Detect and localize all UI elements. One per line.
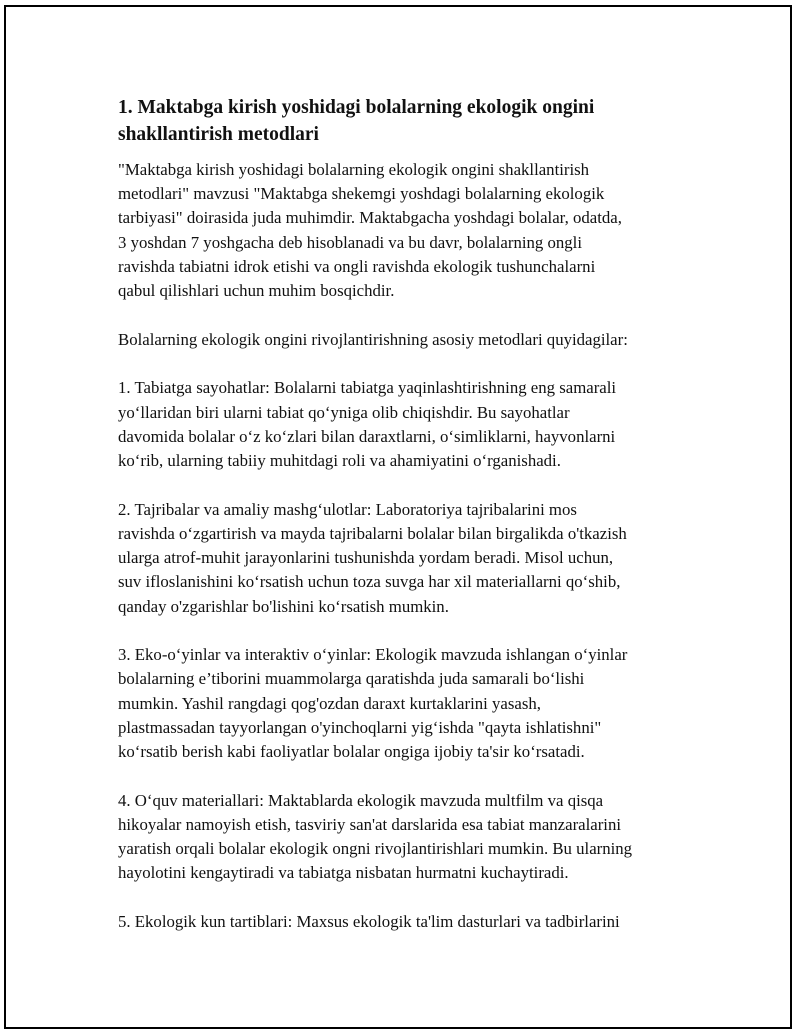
text-line: mumkin. Yashil rangdagi qog'ozdan daraxt kurtaklarini yasash,	[118, 693, 541, 713]
text-line: ravishda o‘zgartirish va mayda tajribalarni bolalar bilan birgalikda o'tkazish	[118, 523, 627, 543]
text-line: 5. Ekologik kun tartiblari: Maxsus ekologik ta'lim dasturlari va tadbirlarini	[118, 912, 620, 932]
text-line: 2. Tajribalar va amaliy mashg‘ulotlar: Laboratoriya tajribalarini mos	[118, 499, 577, 519]
paragraph-method-5	[118, 910, 688, 934]
text-line: suv ifloslanishini ko‘rsatish uchun toza suvga har xil materiallarni qo‘shib,	[118, 572, 621, 592]
text-line: qanday o'zgarishlar bo'lishini ko‘rsatish mumkin.	[118, 596, 449, 616]
text-line: 3. Eko-o‘yinlar va interaktiv o‘yinlar: Ekologik mavzuda ishlangan o‘yinlar	[118, 645, 628, 665]
text-line: 4. O‘quv materiallari: Maktablarda ekologik mavzuda multfilm va qisqa	[118, 790, 604, 810]
text-line: qabul qilishlari uchun muhim bosqichdir.	[118, 281, 395, 301]
paragraph-intro	[118, 158, 688, 303]
text-line: 3 yoshdan 7 yoshgacha deb hisoblanadi va bu davr, bolalarning ongli	[118, 232, 582, 252]
text-line: ko‘rsatib berish kabi faoliyatlar bolalar ongiga ijobiy ta'sir ko‘rsatadi.	[118, 742, 585, 762]
text-line: Bolalarning ekologik ongini rivojlantirishning asosiy metodlari quyidagilar:	[118, 329, 628, 349]
title-line: shakllantirish metodlari	[118, 124, 319, 145]
text-line: tarbiyasi" doirasida juda muhimdir. Maktabgacha yoshdagi bolalar, odatda,	[118, 208, 622, 228]
text-line: ravishda tabiatni idrok etishi va ongli ravishda ekologik tushunchalarni	[118, 256, 596, 276]
text-line: 1. Tabiatga sayohatlar: Bolalarni tabiatga yaqinlashtirishning eng samarali	[118, 378, 617, 398]
text-line: hikoyalar namoyish etish, tasviriy san'at darslarida esa tabiat manzaralarini	[118, 814, 622, 834]
text-line: ularga atrof-muhit jarayonlarini tushunishda yordam beradi. Misol uchun,	[118, 548, 614, 568]
text-line: ko‘rib, ularning tabiiy muhitdagi roli va ahamiyatini o‘rganishadi.	[118, 451, 561, 471]
document-title	[118, 94, 688, 148]
text-line: bolalarning e’tiborini muammolarga qaratishda juda samarali bo‘lishi	[118, 669, 585, 689]
text-line: hayolotini kengaytiradi va tabiatga nisbatan hurmatni kuchaytiradi.	[118, 863, 569, 883]
document-body	[118, 94, 688, 959]
paragraph-method-3	[118, 643, 688, 764]
text-line: metodlari" mavzusi "Maktabga shekemgi yoshdagi bolalarning ekologik	[118, 184, 605, 204]
text-line: yo‘llaridan biri ularni tabiat qo‘yniga olib chiqishdir. Bu sayohatlar	[118, 402, 570, 422]
text-line: plastmassadan tayyorlangan o'yinchoqlarni yig‘ishda "qayta ishlatishni"	[118, 717, 602, 737]
paragraph-method-4	[118, 789, 688, 886]
text-line: yaratish orqali bolalar ekologik ongni rivojlantirishlari mumkin. Bu ularning	[118, 839, 633, 859]
title-line: 1. Maktabga kirish yoshidagi bolalarning ekologik ongini	[118, 97, 595, 118]
text-line: "Maktabga kirish yoshidagi bolalarning ekologik ongini shakllantirish	[118, 160, 590, 179]
paragraph-method-2	[118, 498, 688, 619]
paragraph-methods-lead	[118, 328, 688, 352]
paragraph-method-1	[118, 376, 688, 473]
text-line: davomida bolalar o‘z ko‘zlari bilan daraxtlarni, o‘simliklarni, hayvonlarni	[118, 426, 616, 446]
